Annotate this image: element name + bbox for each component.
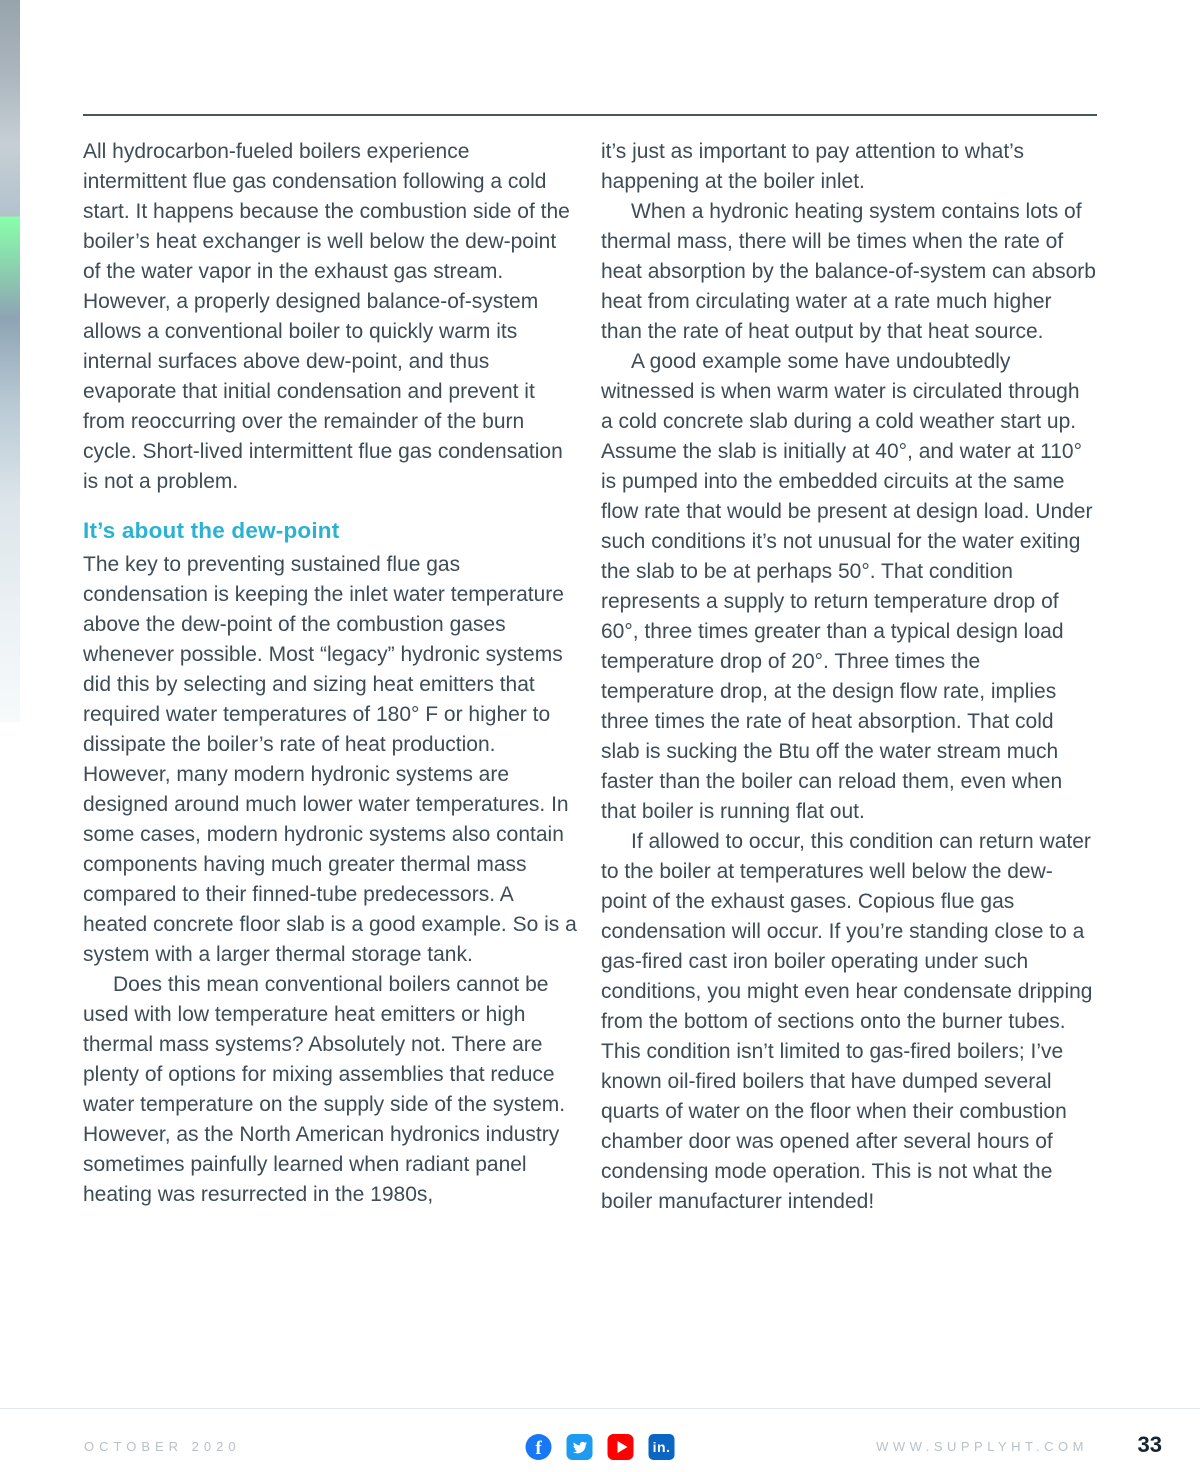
article-paragraph: A good example some have undoubtedly witnessed is when warm water is circulated through a cold concrete slab during a cold weather start up. Assume the slab is initially at 40°, and water at 110° is pumped into the embedded circuits at the same flow rate that would be present at design load. Under such conditions it’s not unusual for the water exiting the slab to be at perhaps 50°. That condition represents a supply to return temperature drop of 60°, three times greater than a typical design load temperature drop of 20°. Three times the temperature drop, at the design flow rate, implies three times the rate of heat absorption. That cold slab is sucking the Btu off the water stream much faster than the boiler can reload them, even when that boiler is running flat out.	[601, 350, 1093, 823]
twitter-bird-glyph	[571, 1439, 588, 1456]
page-edge-photo-strip	[0, 0, 20, 722]
article-right-column	[601, 137, 1097, 1217]
article-top-rule	[83, 114, 1097, 116]
footer-rule	[0, 1408, 1200, 1409]
article-paragraph: If allowed to occur, this condition can return water to the boiler at temperatures well below the dew-point of the exhaust gases. Copious flue gas condensation will occur. If you’re standing close to a gas-fired cast iron boiler operating under such conditions, you might even hear condensate dripping from the bottom of sections onto the burner tubes. This condition isn’t limited to gas-fired boilers; I’ve known oil-fired boilers that have dumped several quarts of water on the floor when their combustion chamber door was opened after several hours of condensing mode operation. This is not what the boiler manufacturer intended!	[601, 830, 1093, 1213]
article-body	[83, 137, 1097, 1217]
footer-issue-date: OCTOBER 2020	[84, 1439, 241, 1454]
section-heading: It’s about the dew-point	[83, 518, 340, 543]
facebook-icon[interactable]: f	[526, 1434, 552, 1460]
page-footer	[0, 1416, 1200, 1472]
article-left-column	[83, 137, 579, 1217]
linkedin-icon[interactable]: in.	[649, 1434, 675, 1460]
play-icon	[617, 1441, 627, 1453]
article-paragraph: The key to preventing sustained flue gas condensation is keeping the inlet water temperature above the dew-point of the combustion gases whenever possible. Most “legacy” hydronic systems did this by selecting and sizing heat emitters that required water temperatures of 180° F or higher to dissipate the boiler’s rate of heat production. However, many modern hydronic systems are designed around much lower water temperatures. In some cases, modern hydronic systems also contain components having much greater thermal mass compared to their finned-tube predecessors. A heated concrete floor slab is a good example. So is a system with a larger thermal storage tank.	[83, 553, 577, 966]
page-number: 33	[1137, 1432, 1162, 1457]
article-paragraph: When a hydronic heating system contains lots of thermal mass, there will be times when the rate of heat absorption by the balance-of-system can absorb heat from circulating water at a rate much higher than the rate of heat output by that heat source.	[601, 200, 1096, 343]
twitter-icon[interactable]	[567, 1434, 593, 1460]
article-paragraph: All hydrocarbon-fueled boilers experience intermittent flue gas condensation following a cold start. It happens because the combustion side of the boiler’s heat exchanger is well below the dew-point of the water vapor in the exhaust gas stream. However, a properly designed balance-of-system allows a conventional boiler to quickly warm its internal surfaces above dew-point, and thus evaporate that initial condensation and prevent it from reoccurring over the remainder of the burn cycle. Short-lived intermittent flue gas condensation is not a problem.	[83, 140, 570, 493]
social-icons	[526, 1434, 675, 1460]
article-paragraph: it’s just as important to pay attention to what’s happening at the boiler inlet.	[601, 140, 1024, 193]
youtube-icon[interactable]	[608, 1434, 634, 1460]
article-paragraph: Does this mean conventional boilers cannot be used with low temperature heat emitters or high thermal mass systems? Absolutely not. There are plenty of options for mixing assemblies that reduce water temperature on the supply side of the system. However, as the North American hydronics industry sometimes painfully learned when radiant panel heating was resurrected in the 1980s,	[83, 973, 566, 1206]
footer-website: WWW.SUPPLYHT.COM	[876, 1439, 1088, 1454]
